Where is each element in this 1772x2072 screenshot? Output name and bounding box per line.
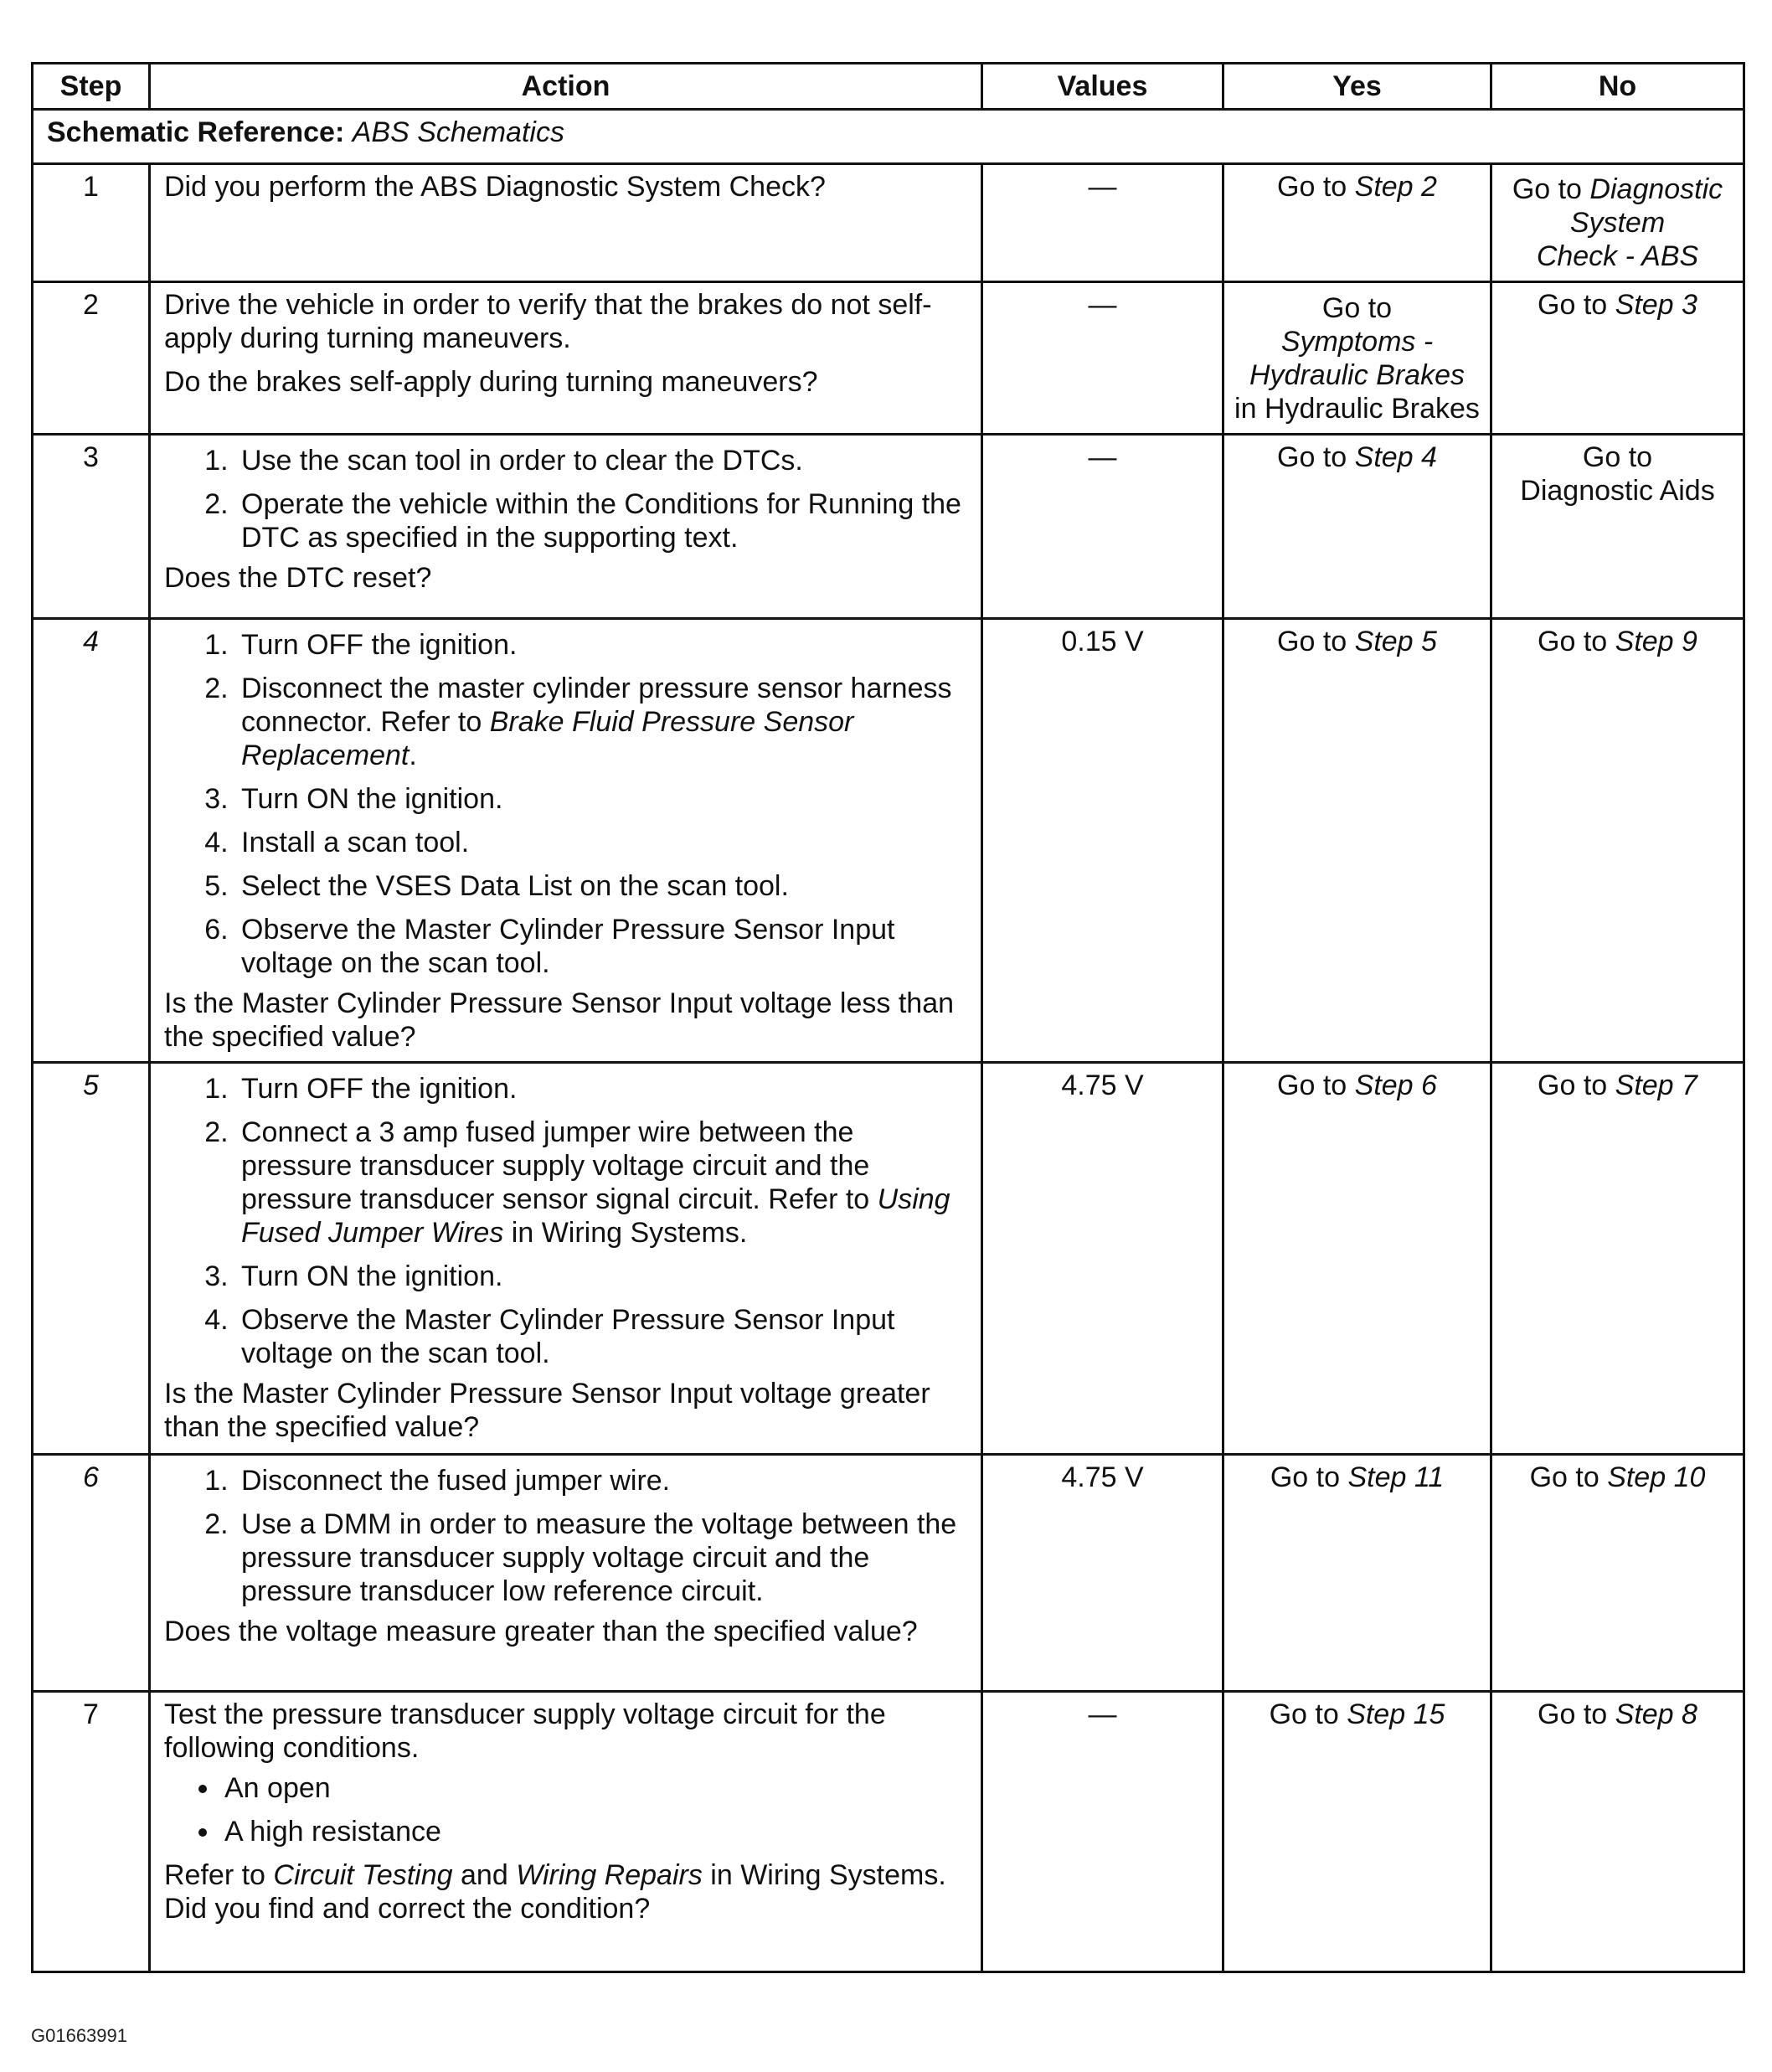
action-text: Drive the vehicle in order to verify that the brakes do not self-apply during turning maneuvers. — [164, 289, 932, 354]
yes-link[interactable]: Step 2 — [1354, 171, 1437, 203]
yes-prefix: Go to — [1277, 171, 1355, 203]
diagnostic-table — [31, 62, 1745, 1973]
yes-suffix: in Hydraulic Brakes — [1234, 392, 1480, 425]
action-item — [236, 1116, 967, 1250]
step-row-3 — [33, 435, 1744, 619]
no-link-line1[interactable]: Diagnostic — [1589, 173, 1723, 205]
schematic-reference-row — [33, 110, 1744, 164]
no-cell — [1491, 282, 1744, 435]
value-cell: — — [982, 282, 1223, 435]
yes-prefix: Go to — [1277, 441, 1355, 473]
header-no: No — [1491, 64, 1744, 110]
action-question: Is the Master Cylinder Pressure Sensor Input voltage less than the specified value? — [164, 987, 955, 1053]
refer-text: Refer to — [164, 1859, 274, 1891]
yes-link-line1[interactable]: Symptoms - — [1280, 325, 1434, 358]
step-number: 4 — [33, 619, 150, 1063]
yes-cell — [1223, 435, 1491, 619]
refer-link-wiring-repairs[interactable]: Wiring Repairs — [516, 1859, 703, 1891]
schematic-reference-label: Schematic Reference: — [47, 116, 345, 148]
action-cell — [150, 619, 982, 1063]
no-prefix: Go to — [1538, 1070, 1615, 1101]
no-cell — [1491, 435, 1744, 619]
no-cell — [1491, 1455, 1744, 1692]
action-item: 2. Use a DMM in order to measure the voltage between the pressure transducer supply voltage circuit and the pressure transducer low reference circuit. — [236, 1508, 967, 1608]
action-cell — [150, 435, 982, 619]
action-question: Did you find and correct the condition? — [164, 1893, 651, 1925]
header-step: Step — [33, 64, 150, 110]
value-cell: 0.15 V — [982, 619, 1223, 1063]
yes-cell — [1223, 1455, 1491, 1692]
action-item: 3. Turn ON the ignition. — [236, 1260, 967, 1293]
action-question: Do the brakes self-apply during turning maneuvers? — [164, 366, 818, 398]
action-text: Test the pressure transducer supply voltage circuit for the following conditions. — [164, 1698, 886, 1764]
condition-item: • An open — [221, 1771, 967, 1805]
action-item: 6. Observe the Master Cylinder Pressure Sensor Input voltage on the scan tool. — [236, 913, 967, 980]
step-number: 1 — [33, 164, 150, 282]
action-item-text: in Wiring Systems. — [503, 1217, 748, 1249]
action-item: 1. Turn OFF the ignition. — [236, 1072, 967, 1106]
yes-cell — [1223, 619, 1491, 1063]
no-link[interactable]: Step 7 — [1615, 1070, 1697, 1101]
action-cell — [150, 1063, 982, 1455]
action-cell — [150, 282, 982, 435]
refer-text: in Wiring Systems. — [702, 1859, 946, 1891]
no-prefix: Go to — [1538, 1698, 1615, 1730]
yes-prefix: Go to — [1270, 1461, 1348, 1493]
no-link[interactable]: Step 8 — [1615, 1698, 1697, 1730]
step-number: 7 — [33, 1692, 150, 1972]
no-prefix: Go to — [1582, 441, 1653, 473]
no-cell — [1491, 1063, 1744, 1455]
yes-cell — [1223, 1692, 1491, 1972]
condition-item: • A high resistance — [221, 1815, 967, 1848]
yes-prefix: Go to — [1269, 1698, 1347, 1730]
step-row-2 — [33, 282, 1744, 435]
schematic-reference — [33, 110, 1744, 164]
no-link[interactable]: Step 3 — [1615, 289, 1697, 321]
value-cell: — — [982, 164, 1223, 282]
action-cell — [150, 164, 982, 282]
figure-id: G01663991 — [31, 2025, 127, 2046]
yes-prefix: Go to — [1321, 291, 1393, 324]
action-question: Does the DTC reset? — [164, 562, 432, 594]
header-row — [33, 64, 1744, 110]
action-item: 1. Disconnect the fused jumper wire. — [236, 1464, 967, 1497]
action-item: 3. Turn ON the ignition. — [236, 782, 967, 816]
action-list — [164, 1464, 967, 1608]
yes-link[interactable]: Step 6 — [1354, 1070, 1437, 1101]
refer-text: and — [452, 1859, 517, 1891]
action-item: 2. Operate the vehicle within the Conditions for Running the DTC as specified in the supporting text. — [236, 487, 967, 554]
no-cell — [1491, 1692, 1744, 1972]
refer-link-circuit-testing[interactable]: Circuit Testing — [273, 1859, 453, 1891]
yes-link[interactable]: Step 5 — [1354, 626, 1437, 657]
no-cell — [1491, 619, 1744, 1063]
yes-cell — [1223, 1063, 1491, 1455]
yes-cell — [1223, 164, 1491, 282]
yes-cell — [1223, 282, 1491, 435]
action-cell — [150, 1692, 982, 1972]
action-item-text: . — [409, 740, 417, 771]
value-cell: — — [982, 435, 1223, 619]
action-item-text: Connect a 3 amp fused jumper wire between the pressure transducer supply voltage circuit and the pressure transducer sensor signal circuit. Refer to — [241, 1116, 878, 1215]
action-item-link[interactable]: Using Fused Jumper Wires — [241, 1183, 950, 1249]
header-action: Action — [150, 64, 982, 110]
yes-prefix: Go to — [1277, 1070, 1355, 1101]
action-list — [164, 444, 967, 554]
action-question: Does the voltage measure greater than the specified value? — [164, 1616, 918, 1647]
no-prefix: Go to — [1512, 173, 1590, 205]
action-item-text: Disconnect the master cylinder pressure sensor harness connector. Refer to — [241, 673, 952, 738]
action-question: Is the Master Cylinder Pressure Sensor Input voltage greater than the specified value? — [164, 1378, 930, 1443]
step-number: 3 — [33, 435, 150, 619]
schematic-reference-link[interactable]: ABS Schematics — [352, 116, 564, 148]
header-values: Values — [982, 64, 1223, 110]
action-item: 4. Install a scan tool. — [236, 826, 967, 859]
header-yes: Yes — [1223, 64, 1491, 110]
step-row-4 — [33, 619, 1744, 1063]
value-cell: — — [982, 1692, 1223, 1972]
action-item: 4. Observe the Master Cylinder Pressure Sensor Input voltage on the scan tool. — [236, 1303, 967, 1370]
value-cell: 4.75 V — [982, 1455, 1223, 1692]
no-link[interactable]: Step 9 — [1615, 626, 1697, 657]
action-cell — [150, 1455, 982, 1692]
action-item — [236, 672, 967, 772]
value-cell: 4.75 V — [982, 1063, 1223, 1455]
action-item-link[interactable]: Brake Fluid Pressure Sensor Replacement — [241, 706, 854, 771]
yes-link[interactable]: Step 15 — [1347, 1698, 1445, 1730]
no-link[interactable]: Diagnostic Aids — [1520, 475, 1715, 507]
no-prefix: Go to — [1529, 1461, 1608, 1493]
action-question: Did you perform the ABS Diagnostic System Check? — [164, 171, 826, 203]
no-cell — [1491, 164, 1744, 282]
step-number: 5 — [33, 1063, 150, 1455]
step-number: 2 — [33, 282, 150, 435]
action-item: 5. Select the VSES Data List on the scan tool. — [236, 869, 967, 903]
no-link-line3[interactable]: Check - ABS — [1536, 240, 1699, 272]
step-row-5 — [33, 1063, 1744, 1455]
step-row-1 — [33, 164, 1744, 282]
no-link[interactable]: Step 10 — [1607, 1461, 1706, 1493]
yes-link[interactable]: Step 11 — [1347, 1461, 1445, 1493]
action-list — [164, 628, 967, 980]
action-item: 1. Use the scan tool in order to clear the DTCs. — [236, 444, 967, 477]
step-row-7 — [33, 1692, 1744, 1972]
step-number: 6 — [33, 1455, 150, 1692]
no-link-line2[interactable]: System — [1569, 207, 1666, 239]
no-prefix: Go to — [1538, 289, 1615, 321]
action-list — [164, 1072, 967, 1370]
action-item: 1. Turn OFF the ignition. — [236, 628, 967, 662]
condition-list — [164, 1771, 967, 1848]
no-prefix: Go to — [1538, 626, 1615, 657]
yes-link[interactable]: Step 4 — [1354, 441, 1437, 473]
yes-prefix: Go to — [1277, 626, 1355, 657]
action-refer — [164, 1858, 967, 1892]
yes-link-line2[interactable]: Hydraulic Brakes — [1249, 358, 1465, 391]
step-row-6 — [33, 1455, 1744, 1692]
